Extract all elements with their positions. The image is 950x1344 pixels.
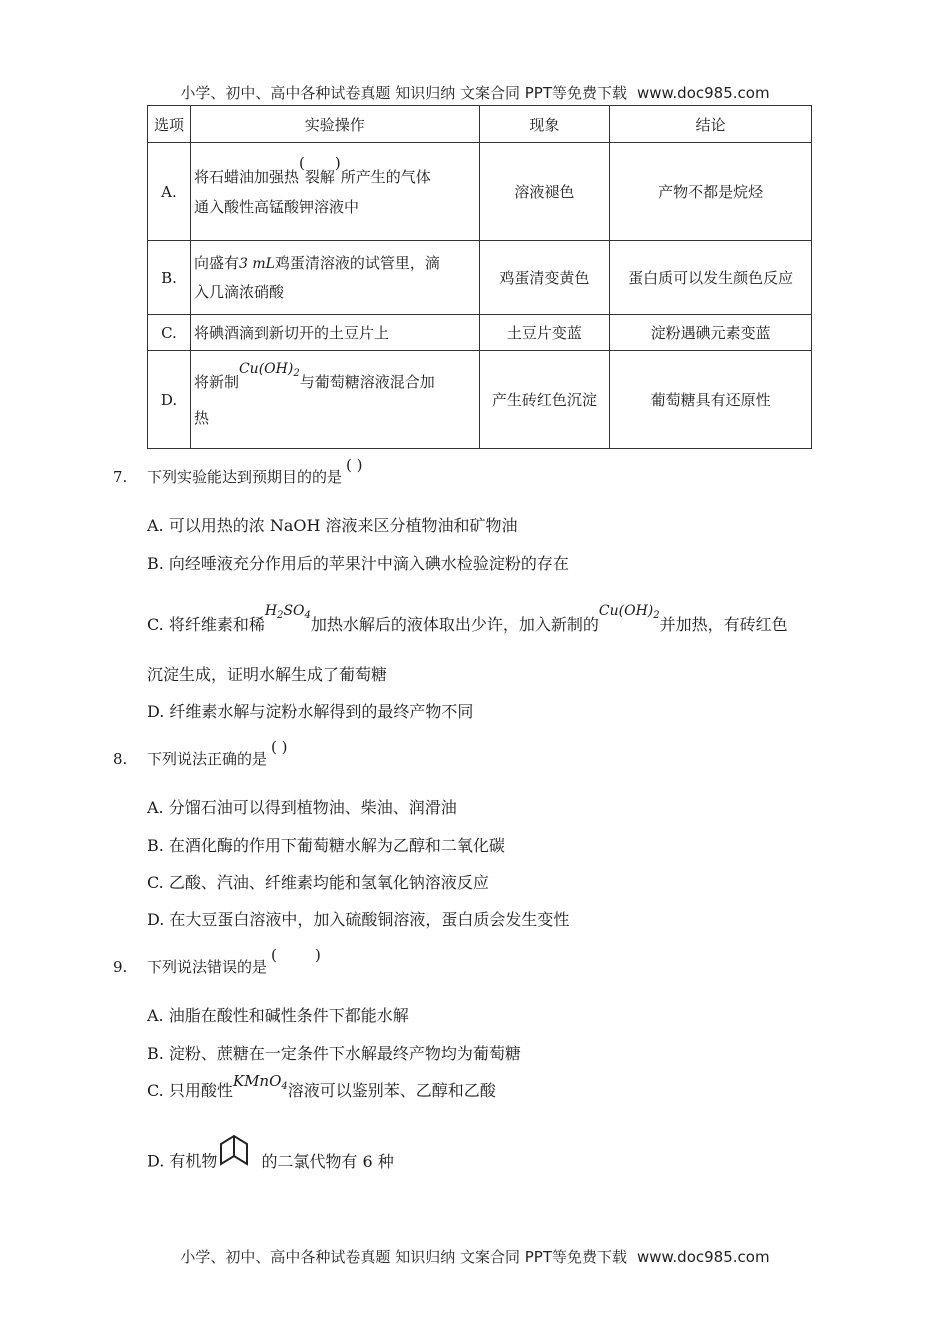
- opt-text: 溶液可以鉴别苯、乙醇和乙酸: [287, 1081, 496, 1100]
- row-conclusion: 产物不都是烷烃: [610, 143, 812, 241]
- header-operation: 实验操作: [190, 106, 479, 143]
- row-option: A.: [148, 143, 191, 241]
- f-sub: 2: [277, 610, 284, 621]
- opt-text: 并加热，有砖红色: [659, 615, 788, 634]
- f-sub: 2: [653, 610, 660, 621]
- q9-option-b: B. 淀粉、蔗糖在一定条件下水解最终产物均为葡萄糖: [147, 1044, 521, 1063]
- opt-text: 的二氯代物有 6 种: [261, 1151, 394, 1171]
- row-conclusion: 蛋白质可以发生颜色反应: [610, 241, 812, 315]
- op-text: 热: [193, 408, 209, 427]
- question-8: [113, 738, 288, 769]
- formula: 3 mL: [238, 256, 275, 272]
- q8-option-a: A. 分馏石油可以得到植物油、柴油、润滑油: [147, 798, 457, 817]
- banner-site: www.doc985.com: [636, 84, 770, 102]
- f-part: H: [264, 603, 278, 619]
- f-part: Cu(OH): [598, 603, 654, 619]
- footer-banner: [0, 1246, 950, 1267]
- answer-paren: ( ): [271, 946, 321, 964]
- experiment-table: [147, 105, 812, 449]
- table-row: [148, 351, 812, 449]
- formula-kmno4: [233, 1072, 288, 1090]
- q7-option-b: B. 向经唾液充分作用后的苹果汁中滴入碘水检验淀粉的存在: [147, 554, 569, 573]
- row-phenomenon: 土豆片变蓝: [479, 315, 610, 351]
- table-row: [148, 143, 812, 241]
- q7-option-a: A. 可以用热的浓 NaOH 溶液来区分植物油和矿物油: [147, 516, 518, 535]
- f-part: KMnO: [232, 1072, 282, 1090]
- opt-text: D. 有机物: [147, 1151, 218, 1171]
- q9-option-c: [147, 1072, 496, 1102]
- op-text: 裂解: [304, 167, 335, 186]
- op-text: 将石蜡油加强热: [193, 167, 299, 186]
- f-part: SO: [283, 603, 305, 619]
- header-phenomenon: 现象: [479, 106, 610, 143]
- formula-cuoh2: [599, 603, 660, 619]
- opt-text: 加热水解后的液体取出少许，加入新制的: [310, 615, 599, 634]
- q7-option-c-cont: 沉淀生成，证明水解生成了葡萄糖: [147, 665, 388, 684]
- row-conclusion: 葡萄糖具有还原性: [610, 351, 812, 449]
- question-stem: 下列说法正确的是: [147, 750, 268, 768]
- q8-option-d: D. 在大豆蛋白溶液中，加入硫酸铜溶液，蛋白质会发生变性: [147, 910, 570, 929]
- f-sub: 4: [304, 610, 311, 621]
- row-option: C.: [148, 315, 191, 351]
- op-text: 入几滴浓硝酸: [193, 283, 284, 301]
- row-operation: [190, 351, 479, 449]
- row-conclusion: 淀粉遇碘元素变蓝: [610, 315, 812, 351]
- row-phenomenon: 鸡蛋清变黄色: [479, 241, 610, 315]
- question-7: [113, 456, 363, 487]
- op-text: 向盛有: [193, 254, 239, 272]
- formula-main: Cu(OH): [238, 360, 294, 377]
- q7-option-c: [147, 603, 788, 636]
- table-row: [148, 315, 812, 351]
- paren-left: (: [298, 153, 305, 172]
- row-option: D.: [148, 351, 191, 449]
- answer-paren: ( ): [271, 738, 288, 756]
- row-option: B.: [148, 241, 191, 315]
- header-conclusion: 结论: [610, 106, 812, 143]
- q8-option-b: B. 在酒化酶的作用下葡萄糖水解为乙醇和二氧化碳: [147, 836, 505, 855]
- f-sub: 4: [281, 1081, 288, 1092]
- prismane-structure-icon: [217, 1132, 251, 1176]
- banner-text: 小学、初中、高中各种试卷真题 知识归纳 文案合同 PPT等免费下载: [180, 1248, 627, 1266]
- table-header-row: [148, 106, 812, 143]
- op-text: 将新制: [193, 372, 239, 391]
- q7-option-d: D. 纤维素水解与淀粉水解得到的最终产物不同: [147, 702, 474, 721]
- banner-text: 小学、初中、高中各种试卷真题 知识归纳 文案合同 PPT等免费下载: [180, 84, 627, 102]
- op-text: 鸡蛋清溶液的试管里，滴: [274, 254, 440, 272]
- q9-option-a: A. 油脂在酸性和碱性条件下都能水解: [147, 1006, 409, 1025]
- question-number: 7.: [113, 468, 128, 486]
- header-banner: [0, 82, 950, 103]
- question-stem: 下列实验能达到预期目的的是: [147, 468, 343, 486]
- row-operation: [190, 241, 479, 315]
- question-number: 9.: [113, 958, 128, 976]
- op-text: 与葡萄糖溶液混合加: [299, 372, 435, 391]
- paren-right: ): [334, 153, 341, 172]
- row-operation: [190, 143, 479, 241]
- question-9: [113, 946, 321, 977]
- formula-h2so4: [265, 603, 311, 619]
- q9-option-d: [147, 1140, 394, 1184]
- question-number: 8.: [113, 750, 128, 768]
- formula: [239, 361, 300, 377]
- opt-text: C. 只用酸性: [147, 1081, 233, 1100]
- header-option: 选项: [148, 106, 191, 143]
- answer-paren: ( ): [346, 456, 363, 474]
- row-operation: 将碘酒滴到新切开的土豆片上: [190, 315, 479, 351]
- table-row: [148, 241, 812, 315]
- banner-site: www.doc985.com: [636, 1248, 770, 1266]
- formula-sub: 2: [293, 367, 300, 379]
- row-phenomenon: 产生砖红色沉淀: [479, 351, 610, 449]
- opt-text: C. 将纤维素和稀: [147, 615, 265, 634]
- op-text: 通入酸性高锰酸钾溶液中: [193, 197, 359, 216]
- question-stem: 下列说法错误的是: [147, 958, 268, 976]
- row-phenomenon: 溶液褪色: [479, 143, 610, 241]
- op-text: 所产生的气体: [340, 167, 431, 186]
- q8-option-c: C. 乙酸、汽油、纤维素均能和氢氧化钠溶液反应: [147, 873, 489, 892]
